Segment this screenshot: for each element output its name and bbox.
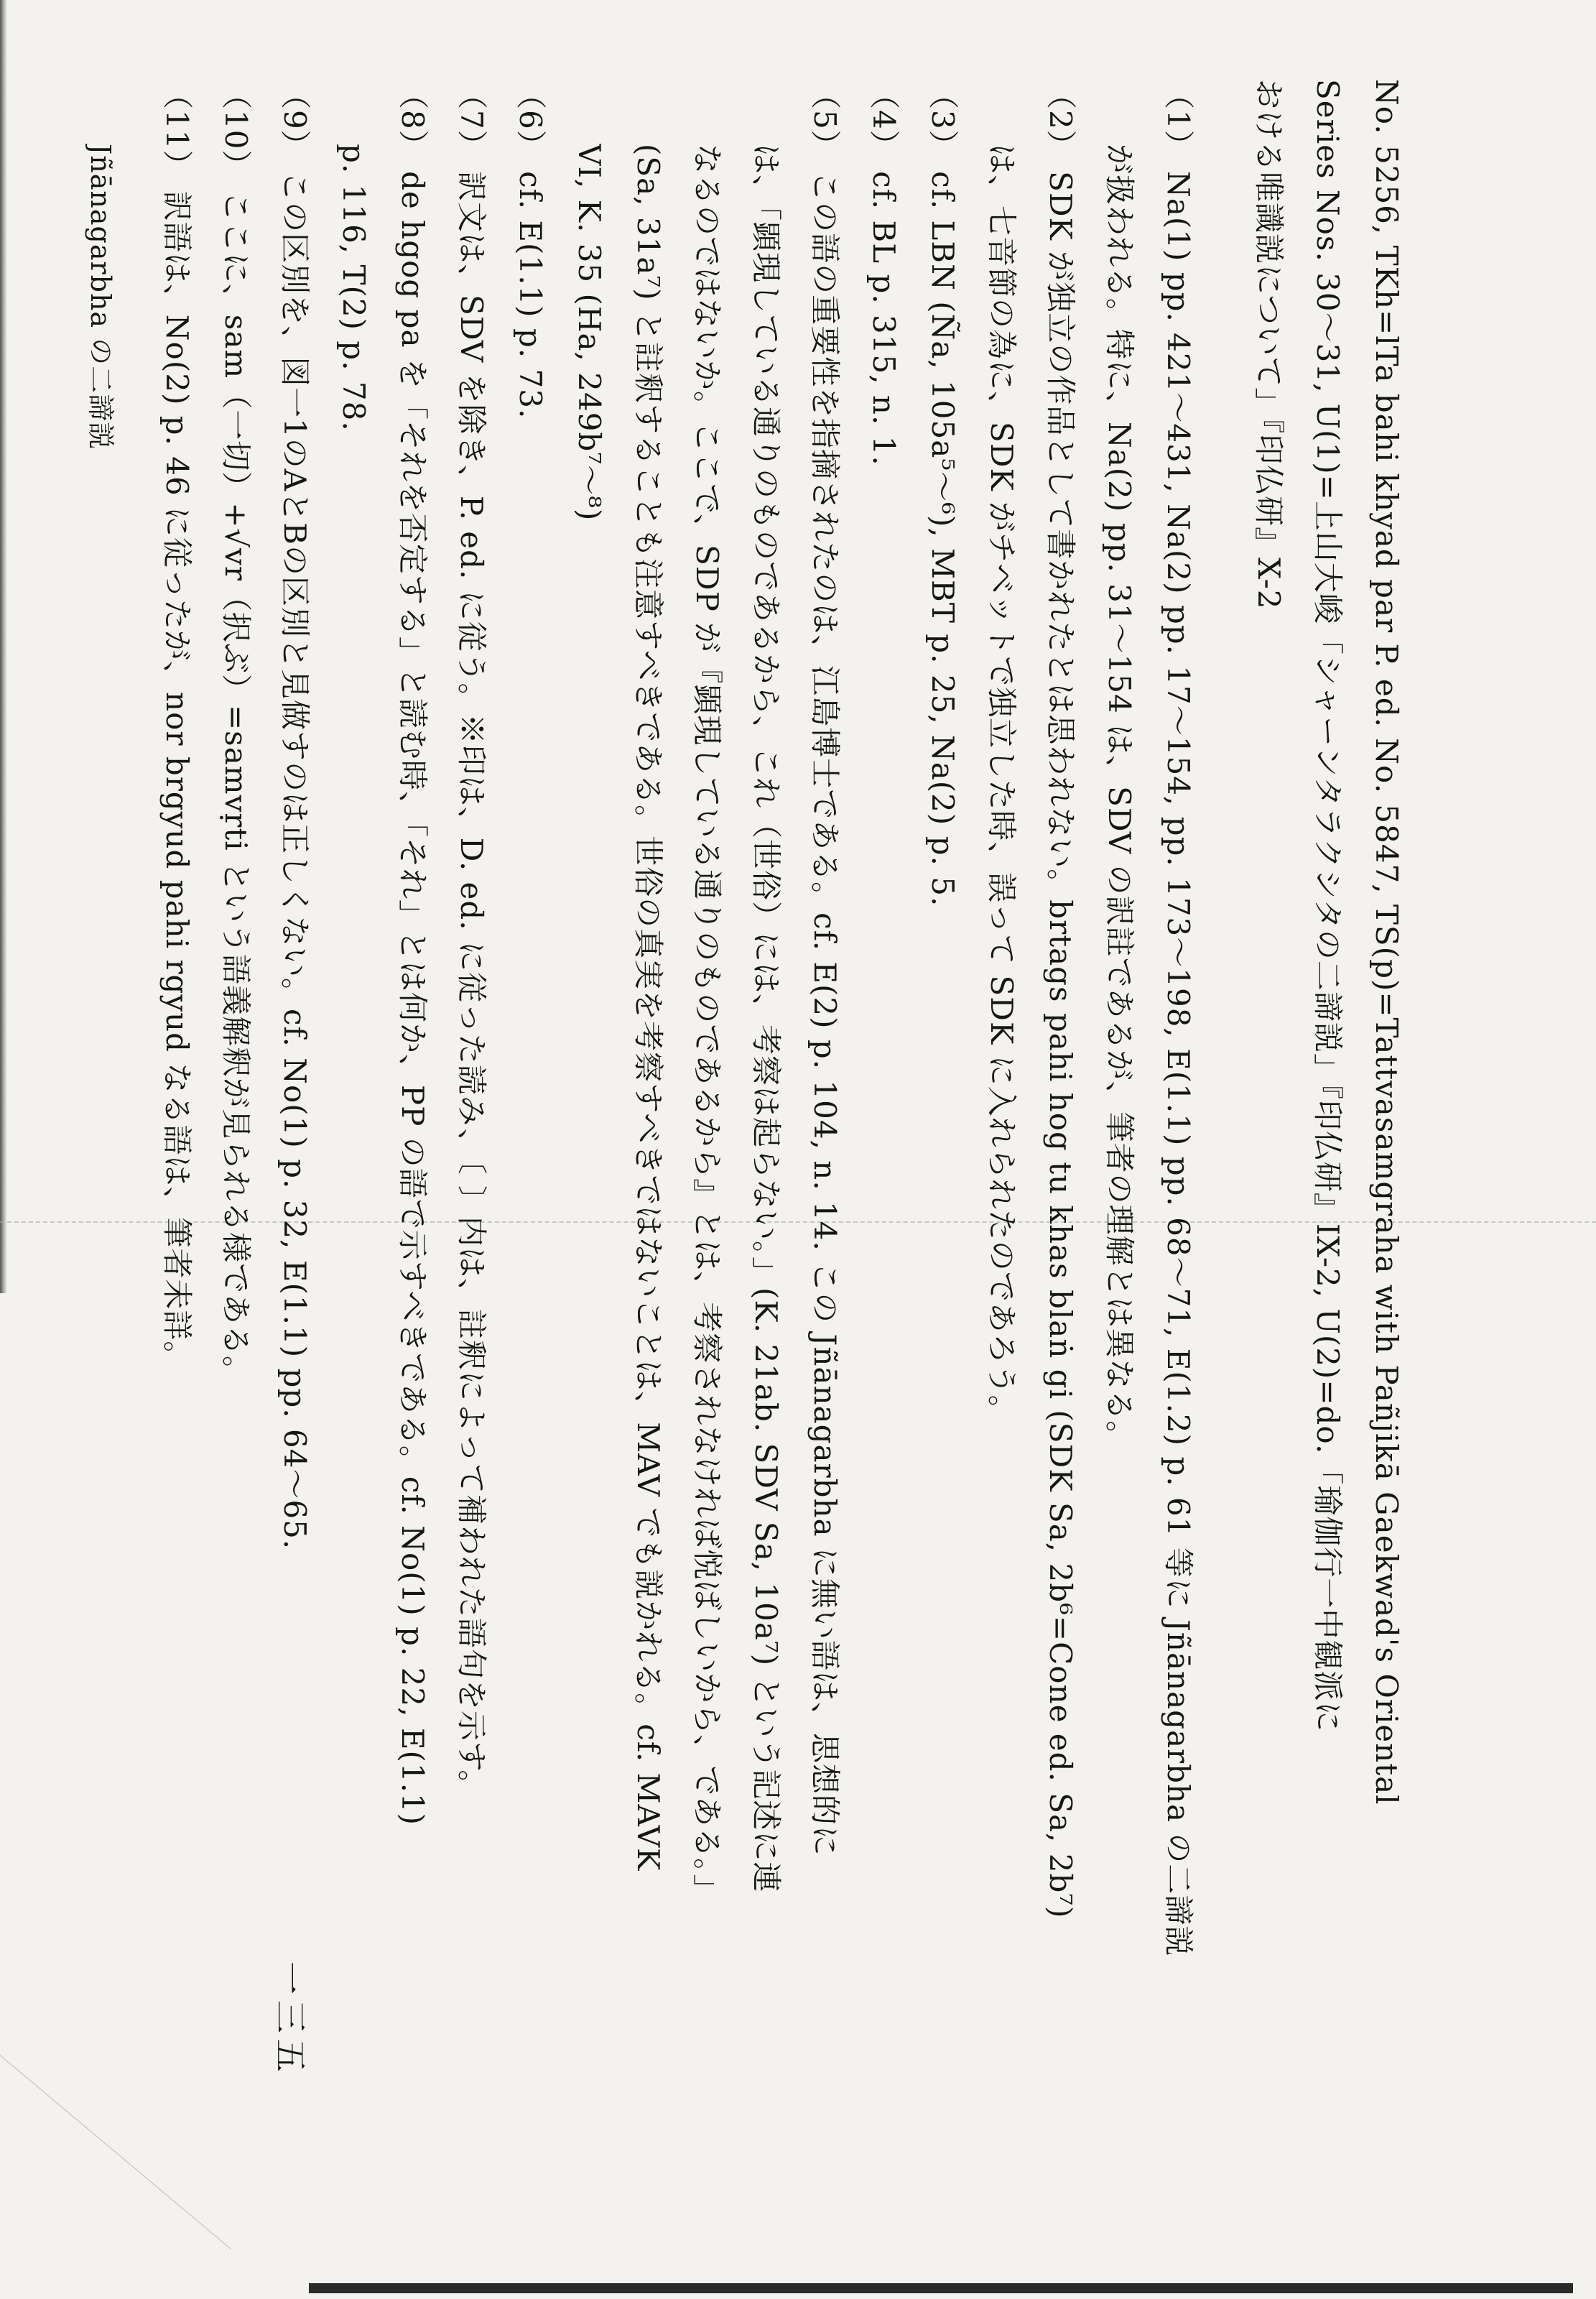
text-line: おける唯識説について」『印仏研』X-2 — [1251, 79, 1286, 610]
note-line: なるのではないか。ここで、SDP が『顕現している通りのものであるから』とは、考察されなければ悦ばしいから、である。」 — [690, 144, 725, 1905]
note-line: p. 116, T(2) p. 78. — [336, 144, 371, 432]
note-line: （5） この語の重要性を指摘されたのは、江島博士である。cf. E(2) p. 104, n. 14. この Jñānagarbha に無い語は、思想的に — [807, 79, 843, 1856]
note-line: （2） SDK が独立の作品として書かれたとは思われない。brtags pahi hog tu khas blaṅ gi (SDK Sa, 2b⁶=Cone ed. Sa, 2b⁷) — [1043, 79, 1078, 1919]
text-line: No. 5256, TKh=lTa bahi khyad par P. ed. No. 5847, TS(p)=Tattvasamgraha with Pañjikā Gaekwad's Oriental — [1369, 79, 1404, 1805]
note-line: （1） Na(1) pp. 421〜431, Na(2) pp. 17〜154, pp. 173〜198, E(1.1) pp. 68〜71, E(1.2) p. 61 等に Jñānagarbha の二諦説 — [1161, 79, 1196, 1957]
note-line: （4） cf. BL p. 315, n. 1. — [866, 79, 901, 466]
page-number: 一三五 — [271, 1961, 310, 2078]
note-line: （8） de hgog pa を「それを否定する」と読む時、「それ」とは何か、PP の語で示すべきである。cf. No(1) p. 22, E(1.1) — [395, 79, 430, 1826]
note-line: が扱われる。特に、Na(2) pp. 31〜154 は、SDV の訳註であるが、筆者の理解とは異なる。 — [1102, 144, 1137, 1452]
note-line: （6） cf. E(1.1) p. 73. — [513, 79, 548, 420]
note-line: （9） この区別を、図一1のAとBの区別と見做すのは正しくない。cf. No(1) p. 32, E(1.1) pp. 64〜65. — [277, 79, 312, 1550]
note-line: （11） 訳語は、No(2) p. 46 に従ったが、nor brgyud pahi rgyud なる語は、筆者未詳。 — [159, 79, 195, 1372]
scan-bottom-bar — [309, 2283, 1573, 2293]
note-line: （10） ここに、sam（一切）+√vr（択ぶ）=samvṛti という語義解釈が見られる様である。 — [218, 79, 254, 1387]
rotated-page — [85, 79, 1408, 2263]
text-line: Series Nos. 30〜31, U(1)=上山大峻「シャーンタラクシタの二諦説」『印仏研』IX-2, U(2)=do.「瑜伽行一中観派に — [1310, 79, 1345, 1733]
note-line: （3） cf. LBN (Ña, 105a⁵〜⁶), MBT p. 25, Na(2) p. 5. — [925, 79, 960, 907]
note-line: は、七音節の為に、SDK がチベットで独立した時、誤って SDK に入れられたのであろう。 — [984, 144, 1019, 1426]
note-line: は、「顕現している通りのものであるから、これ（世俗）には、考察は起らない。」(K. 21ab. SDV Sa, 10a⁷) という記述に連 — [748, 144, 784, 1893]
scan-left-edge — [0, 0, 7, 1293]
running-footer: Jñānagarbha の二諦説 — [85, 144, 116, 450]
note-line: （7） 訳文は、SDV を除き、P. ed. に従う。※印は、D. ed. に従った読み、〔 〕内は、註釈によって補われた語句を示す。 — [454, 79, 489, 1801]
note-line: VI, K. 35 (Ha, 249b⁷〜⁸) — [572, 144, 607, 522]
note-line: (Sa, 31a⁷) と註釈することも注意すべきである。世俗の真実を考察すべきではないことは、MAV でも説かれる。cf. MAVK — [631, 144, 666, 1872]
